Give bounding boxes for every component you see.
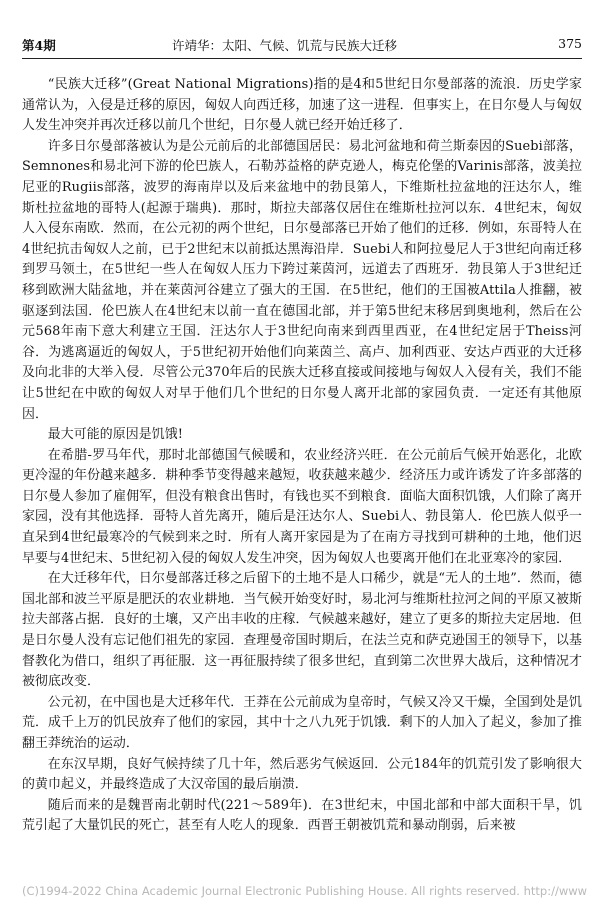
page-header <box>22 30 582 52</box>
paragraph: 在希腊-罗马年代，那时北部德国气候暖和，农业经济兴旺．在公元前后气候开始恶化，北欧更冷湿的年份越来越多．耕种季节变得越来越短，收获越来越少．经济压力或许诱发了许多部落的日尔曼人参加了雇佣军，但没有粮食出售时，有钱也买不到粮食．面临大面积饥饿，人们除了离开家园，没有其他选择．哥特人首先离开，随后是汪达尔人、Suebi人、勃艮第人．伦巴族人似乎一直呆到4世纪最寒冷的气候到来之时．所有人离开家园是为了在南方寻找到可耕种的土地，他们迟早要与4世纪末、5世纪初入侵的匈奴人发生冲突，因为匈奴人也要离开他们在北亚寒冷的家园． <box>22 447 582 566</box>
running-title: 许靖华：太阳、气候、饥荒与民族大迁移 <box>172 38 398 53</box>
paragraph: 在大迁移年代，日尔曼部落迁移之后留下的土地不是人口稀少，就是“无人的土地”．然而，德国北部和波兰平原是肥沃的农业耕地．当气候开始变好时，易北河与维斯杜拉河之间的平原又被斯拉夫部落占据．良好的土壤，又产出丰收的庄稼．气候越来越好，建立了更多的斯拉夫定居地．但是日尔曼人没有忘记他们祖先的家园．查理曼帝国时期后，在法兰克和萨克逊国王的领导下，以基督教化为借口，组织了再征服．这一再征服持续了很多世纪，直到第二次世界大战后，这种情况才被彻底改变． <box>22 571 582 690</box>
paragraph: 最大可能的原因是饥饿! <box>47 427 183 443</box>
paragraph: “民族大迁移”(Great National Migrations)指的是4和5世纪日尔曼部落的流浪．历史学家通常认为，入侵是迁移的原因，匈奴人向西迁移，加速了这一进程．但事实上，在日尔曼人与匈奴人发生冲突并再次迁移以前几个世纪，日尔曼人就已经开始迁移了． <box>22 77 582 134</box>
article-body <box>22 75 582 837</box>
page-number: 375 <box>558 36 582 51</box>
paragraph: 许多日尔曼部落被认为是公元前后的北部德国居民：易北河盆地和荷兰斯泰因的Suebi部落，Semnones和易北河下游的伦巴族人，石勒苏益格的萨克逊人，梅克伦堡的Varinis部落，波美拉尼亚的Rugiis部落，波罗的海南岸以及后来盆地中的勃艮第人，下维斯杜拉盆地的汪达尔人，维斯杜拉盆地的哥特人(起源于瑞典)．那时，斯拉夫部落仅居住在维斯杜拉河以东．4世纪末，匈奴人入侵东南欧．然而，在公元初的两个世纪，日尔曼部落已开始了他们的迁移．例如，东哥特人在4世纪抗击匈奴人之前，已于2世纪末以前抵达黑海沿岸．Suebi人和阿拉曼尼人于3世纪向南迁移到罗马领土，在5世纪一些人在匈奴人压力下跨过莱茵河，远道去了西班牙．勃艮第人于3世纪迁移到欧洲大陆盆地，并在莱茵河谷建立了强大的王国．在5世纪，他们的王国被Attila人推翻，被驱逐到法国．伦巴族人在4世纪末以前一直在德国北部，并于第5世纪末移居到奥地利，然后在公元568年南下意大利建立王国．汪达尔人于3世纪向南来到西里西亚，在4世纪定居于Theiss河谷．为逃离逼近的匈奴人，于5世纪初开始他们向莱茵兰、高卢、加利西亚、安达卢西亚的大迁移及向北非的大举入侵．尽管公元370年后的民族大迁移直接或间接地与匈奴人入侵有关，我们不能让5世纪在中欧的匈奴人对早于他们几个世纪的日尔曼人离开北部的家园负责．一定还有其他原因． <box>22 138 582 422</box>
paragraph: 随后而来的是魏晋南北朝时代(221～589年)．在3世纪末，中国北部和中部大面积干旱，饥荒引起了大量饥民的死亡，甚至有人吃人的现象．西晋王朝被饥荒和暴动削弱，后来被 <box>22 797 582 834</box>
paragraph: 公元初，在中国也是大迁移年代．王莽在公元前成为皇帝时，气候又冷又干燥，全国到处是饥荒．成千上万的饥民放弃了他们的家园，其中十之八九死于饥饿．剩下的人加入了起义，参加了推翻王莽统治的运动． <box>22 694 582 751</box>
copyright-watermark: (C)1994-2022 China Academic Journal Electronic Publishing House. All rights reserved. http://www <box>22 884 588 898</box>
issue-label: 第4期 <box>22 38 56 53</box>
header-rule <box>22 58 582 59</box>
paragraph: 在东汉早期，良好气候持续了几十年，然后恶劣气候返回．公元184年的饥荒引发了影响很大的黄巾起义，并最终造成了大汉帝国的最后崩溃． <box>22 756 582 793</box>
